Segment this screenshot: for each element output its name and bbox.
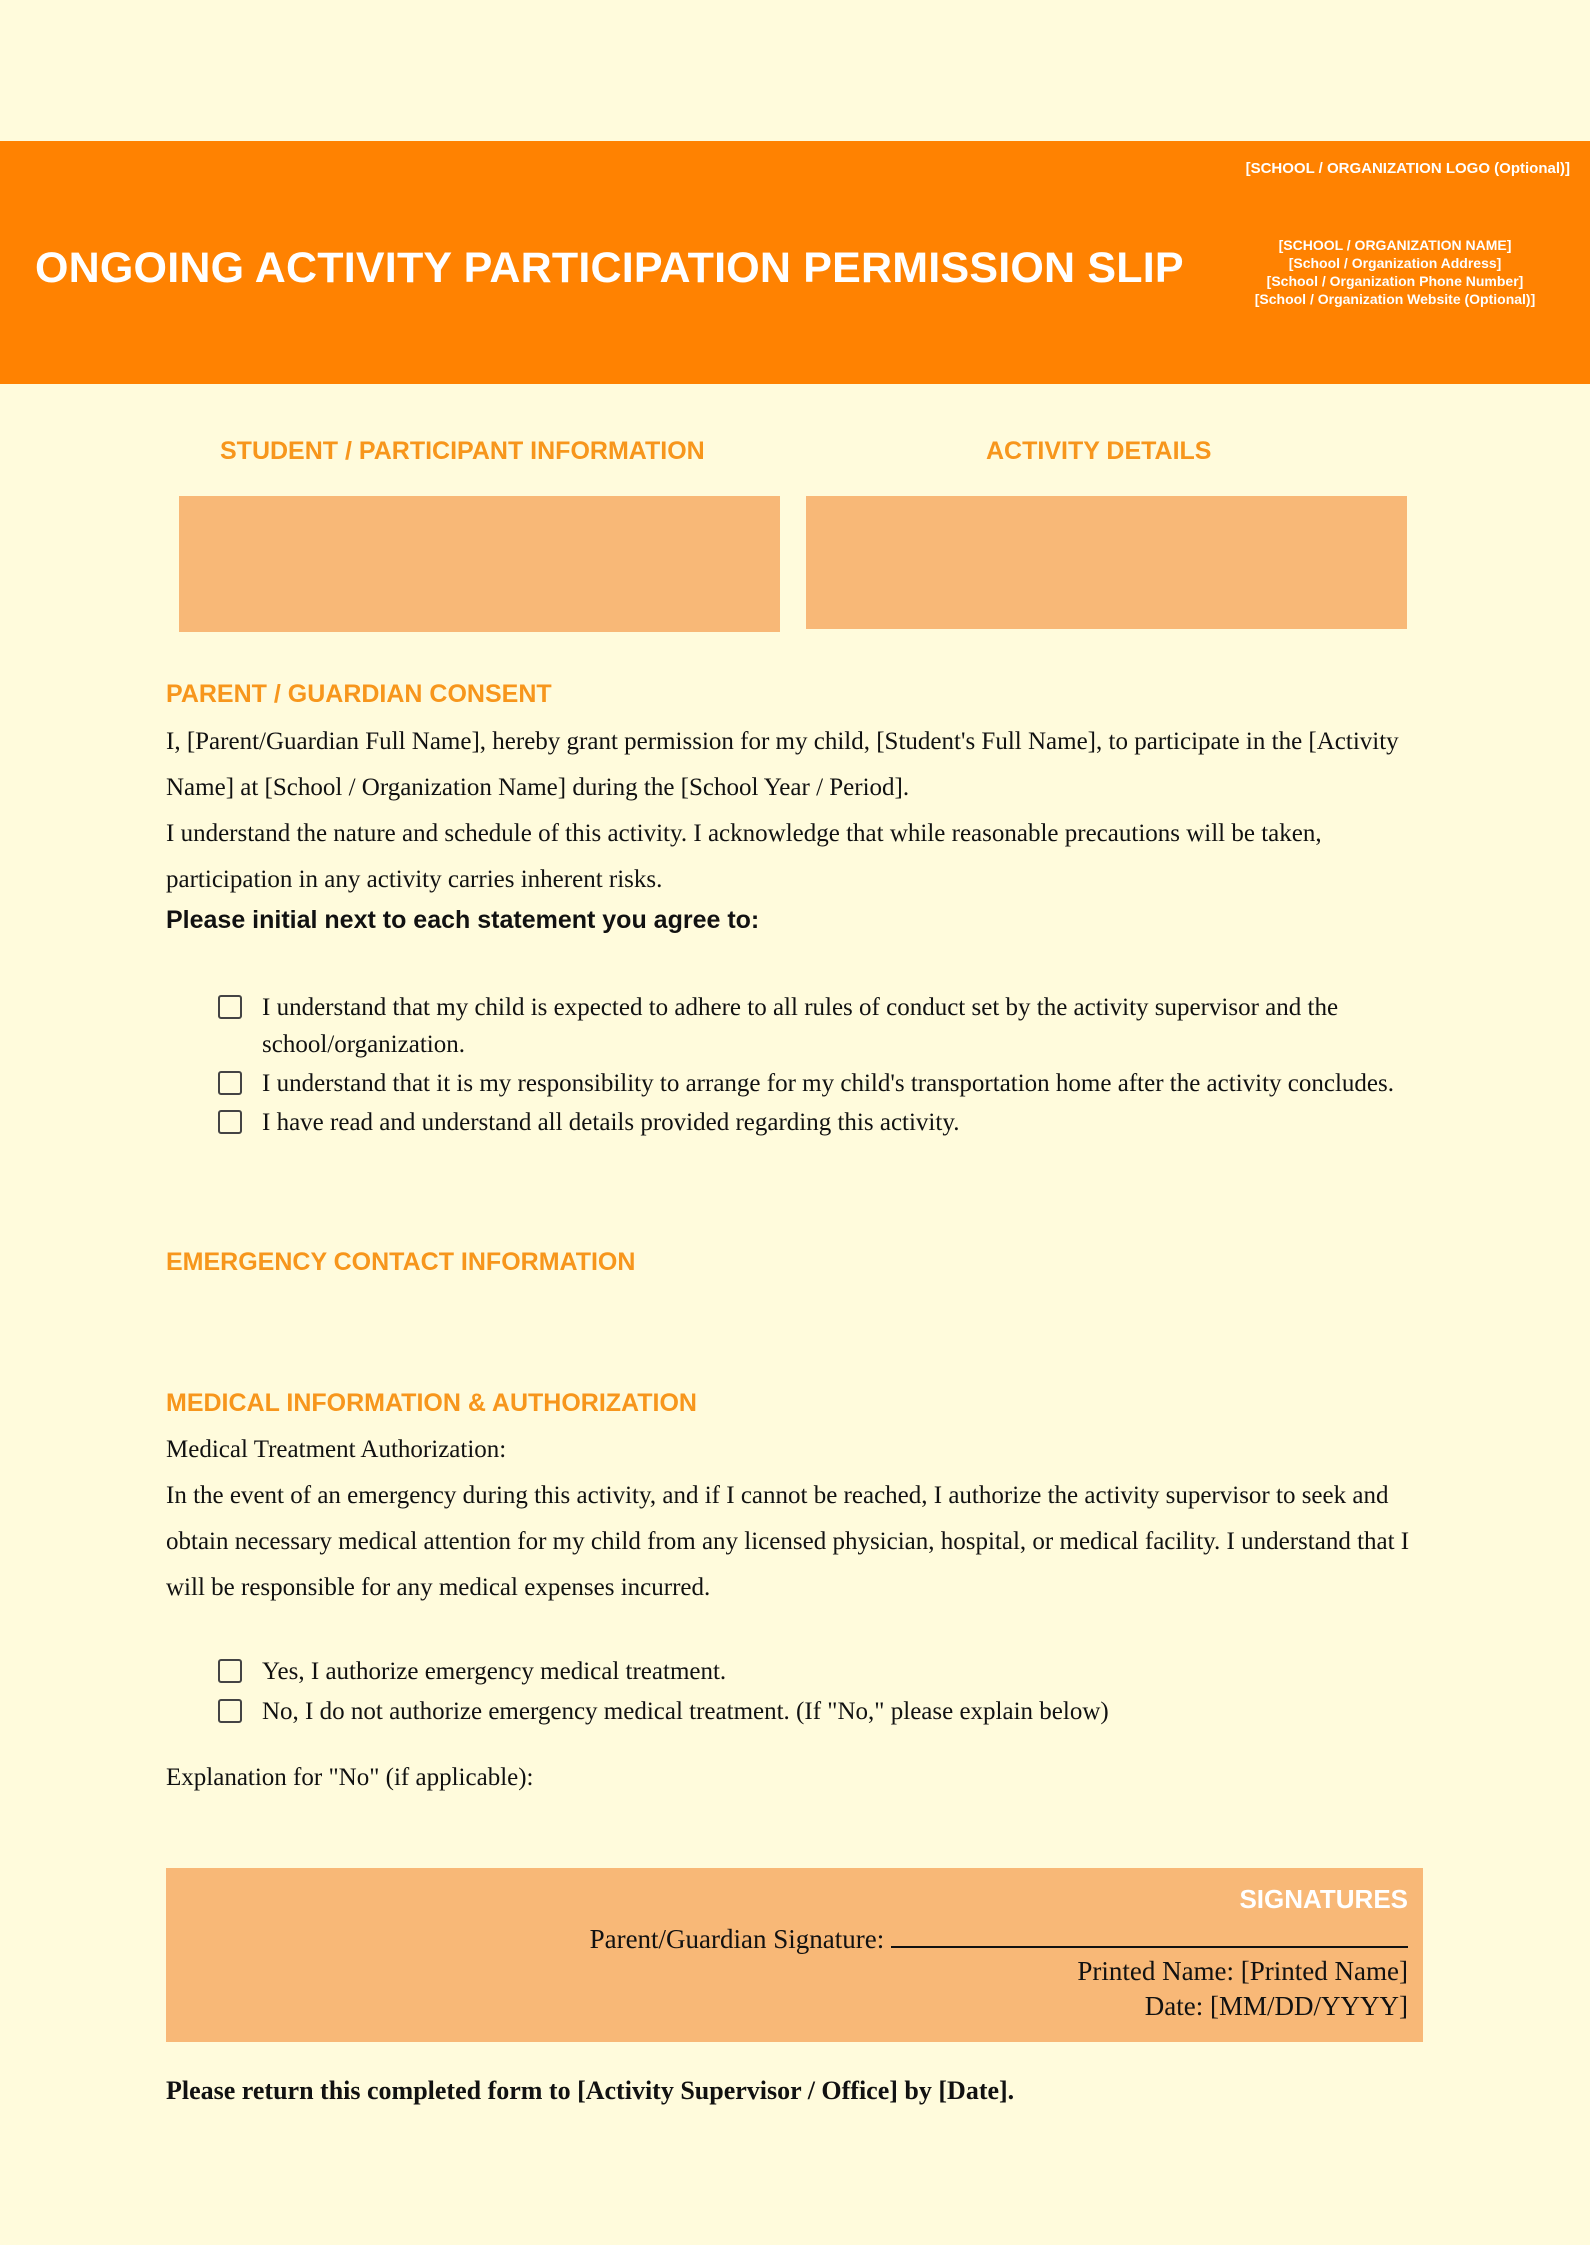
authorize-no-checkbox[interactable]	[218, 1699, 242, 1723]
statement-checkbox[interactable]	[218, 1110, 242, 1134]
consent-paragraph-2: I understand the nature and schedule of this activity. I acknowledge that while reasonable precautions will be taken, participation in any activity carries inherent risks.	[166, 820, 1322, 893]
emergency-heading: EMERGENCY CONTACT INFORMATION	[166, 1248, 636, 1276]
consent-statements	[218, 989, 1448, 1141]
statement-checkbox[interactable]	[218, 1071, 242, 1095]
signature-line[interactable]	[891, 1922, 1408, 1948]
medical-text	[166, 1427, 1426, 1611]
list-item	[218, 1693, 1448, 1730]
option-text: Yes, I authorize emergency medical treatment.	[262, 1658, 727, 1685]
org-name: [SCHOOL / ORGANIZATION NAME]	[1278, 237, 1512, 253]
signature-row	[590, 1922, 1408, 1955]
consent-paragraph-1: I, [Parent/Guardian Full Name], hereby grant permission for my child, [Student's Full Name], to participate in the [Activity Name] at [School / Organization Name] during the [School Year / Period].	[166, 728, 1399, 801]
explanation-label: Explanation for "No" (if applicable):	[166, 1764, 534, 1791]
signature-date[interactable]: Date: [MM/DD/YYYY]	[1144, 1991, 1408, 2021]
medical-heading: MEDICAL INFORMATION & AUTHORIZATION	[166, 1389, 697, 1417]
page-title: ONGOING ACTIVITY PARTICIPATION PERMISSION SLIP	[35, 244, 1184, 292]
logo-placeholder: [SCHOOL / ORGANIZATION LOGO (Optional)]	[1245, 160, 1570, 177]
statement-text: I have read and understand all details provided regarding this activity.	[262, 1109, 960, 1136]
signatures-heading: SIGNATURES	[1239, 1884, 1408, 1914]
statement-text: I understand that it is my responsibility to arrange for my child's transportation home after the activity concludes.	[262, 1070, 1394, 1097]
org-address: [School / Organization Address]	[1288, 255, 1502, 271]
list-item	[218, 989, 1448, 1063]
statement-text: I understand that my child is expected to adhere to all rules of conduct set by the activity supervisor and the school/organization.	[262, 994, 1339, 1058]
option-text: No, I do not authorize emergency medical treatment. (If "No," please explain below)	[262, 1698, 1109, 1725]
student-info-heading: STUDENT / PARTICIPANT INFORMATION	[220, 437, 705, 465]
consent-text	[166, 719, 1426, 903]
organization-info	[1220, 236, 1570, 308]
org-website: [School / Organization Website (Optional)]	[1254, 291, 1536, 307]
medical-paragraph: In the event of an emergency during this activity, and if I cannot be reached, I authorize the activity supervisor to seek and obtain necessary medical attention for my child from any licensed physician, hospital, or medical facility. I understand that I will be responsible for any medical expenses incurred.	[166, 1482, 1410, 1601]
list-item	[218, 1065, 1448, 1102]
signature-label: Parent/Guardian Signature:	[589, 1924, 885, 1954]
statement-checkbox[interactable]	[218, 995, 242, 1019]
student-info-box[interactable]	[179, 496, 780, 632]
activity-details-heading: ACTIVITY DETAILS	[986, 437, 1212, 465]
initial-instructions: Please initial next to each statement you agree to:	[166, 906, 760, 934]
list-item	[218, 1104, 1448, 1141]
org-phone: [School / Organization Phone Number]	[1266, 273, 1524, 289]
signature-box	[166, 1868, 1423, 2042]
consent-heading: PARENT / GUARDIAN CONSENT	[166, 680, 552, 708]
list-item	[218, 1653, 1448, 1690]
printed-name[interactable]: Printed Name: [Printed Name]	[1077, 1956, 1408, 1986]
medical-subheading: Medical Treatment Authorization:	[166, 1436, 507, 1463]
return-instructions: Please return this completed form to [Activity Supervisor / Office] by [Date].	[166, 2076, 1015, 2105]
authorize-yes-checkbox[interactable]	[218, 1659, 242, 1683]
medical-options	[218, 1653, 1448, 1730]
activity-details-box[interactable]	[806, 496, 1407, 629]
